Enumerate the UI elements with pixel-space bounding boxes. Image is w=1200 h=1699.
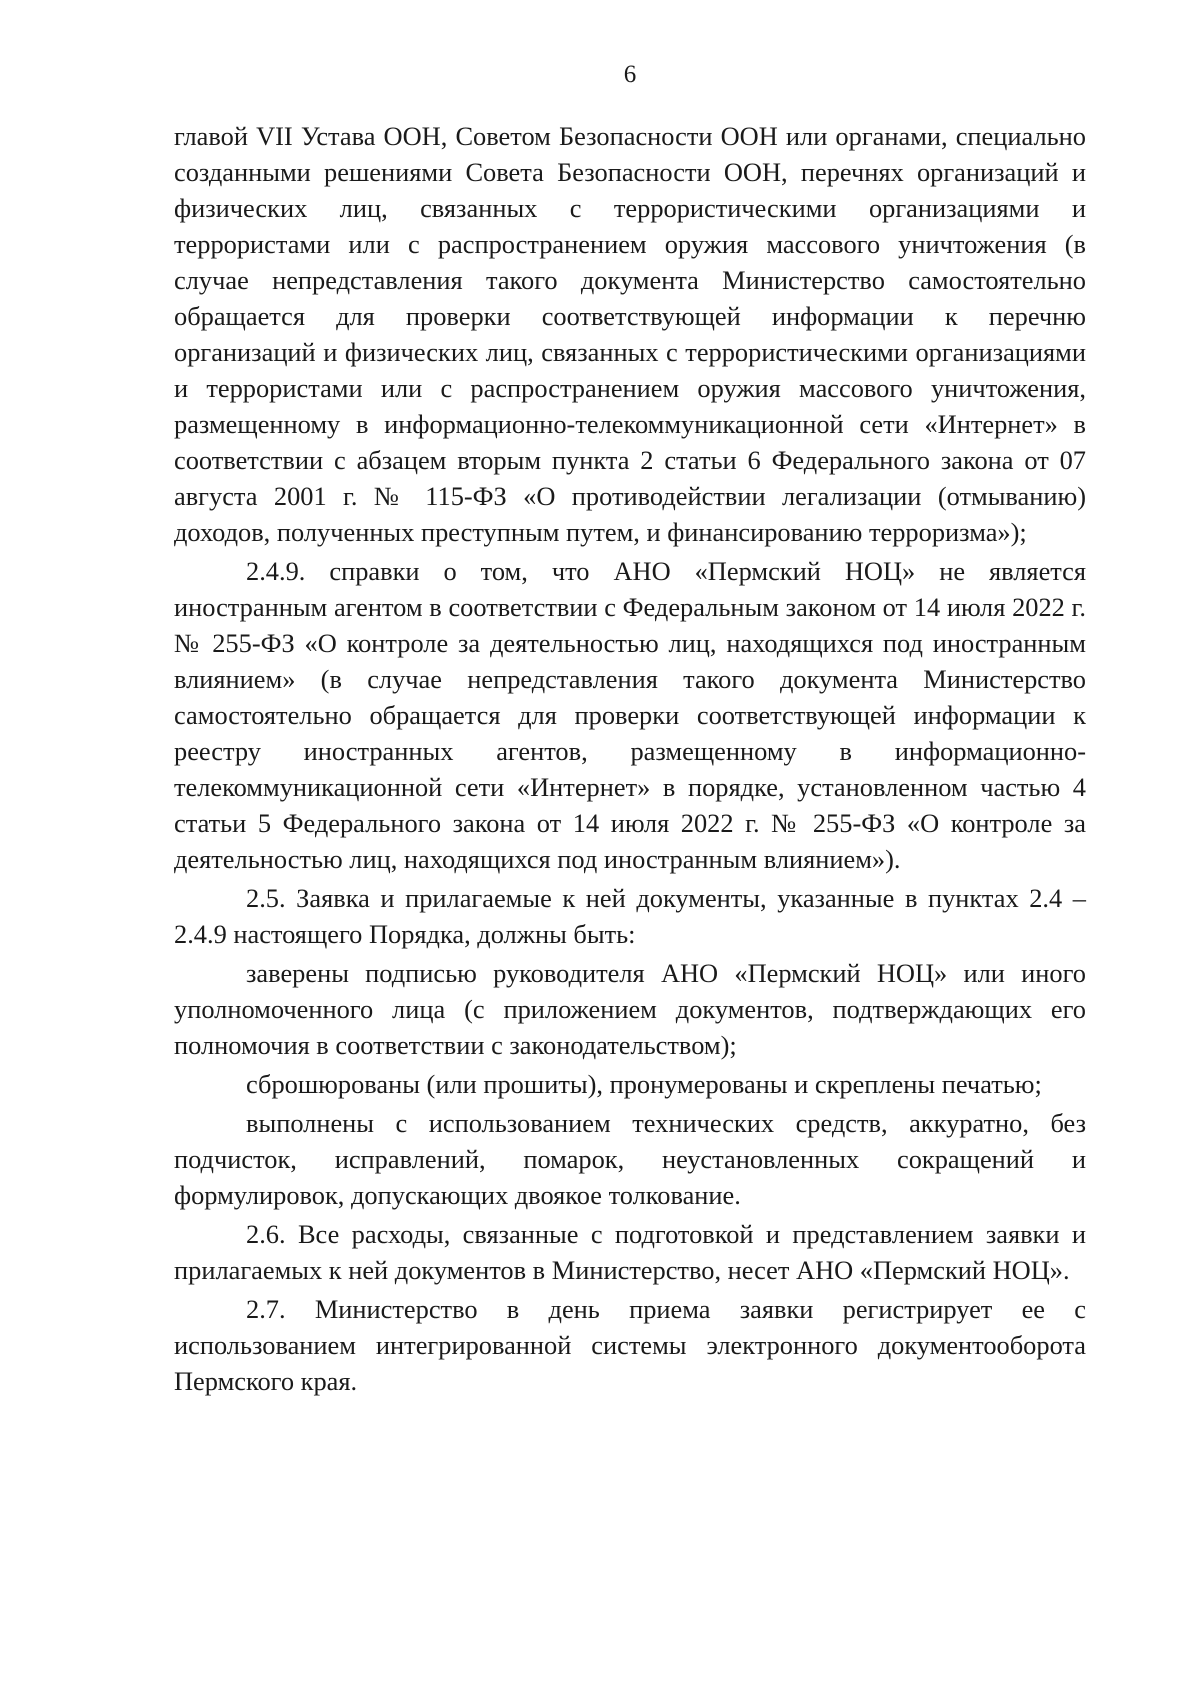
paragraph-2-7: 2.7. Министерство в день приема заявки регистрирует ее с использованием интегрированной системы электронного документооборота Пермского края. (174, 1294, 1086, 1396)
paragraph-2-5: 2.5. Заявка и прилагаемые к ней документы, указанные в пунктах 2.4 – 2.4.9 настоящего Порядка, должны быть: (174, 883, 1086, 949)
paragraph-continuation: главой VII Устава ООН, Советом Безопасности ООН или органами, специально созданными решениями Совета Безопасности ООН, перечнях организаций и физических лиц, связанных с террористическими организациями и террористами или с распространением оружия массового уничтожения (в случае непредставления такого документа Министерство самостоятельно обращается для проверки соответствующей информации к перечню организаций и физических лиц, связанных с террористическими организациями и террористами или с распространением оружия массового уничтожения, размещенному в информационно-телекоммуникационной сети «Интернет» в соответствии с абзацем вторым пункта 2 статьи 6 Федерального закона от 07 августа 2001 г. № 115-ФЗ «О противодействии легализации (отмыванию) доходов, полученных преступным путем, и финансированию терроризма»); (174, 121, 1086, 547)
paragraph-2-4-9: 2.4.9. справки о том, что АНО «Пермский НОЦ» не является иностранным агентом в соответствии с Федеральным законом от 14 июля 2022 г. № 255-ФЗ «О контроле за деятельностью лиц, находящихся под иностранным влиянием» (в случае непредставления такого документа Министерство самостоятельно обращается для проверки соответствующей информации к реестру иностранных агентов, размещенному в информационно-телекоммуникационной сети «Интернет» в порядке, установленном частью 4 статьи 5 Федерального закона от 14 июля 2022 г. № 255-ФЗ «О контроле за деятельностью лиц, находящихся под иностранным влиянием»). (174, 556, 1086, 874)
paragraph-requirement-signature: заверены подписью руководителя АНО «Пермский НОЦ» или иного уполномоченного лица (с приложением документов, подтверждающих его полномочия в соответствии с законодательством); (174, 958, 1086, 1060)
paragraph-requirement-technical: выполнены с использованием технических средств, аккуратно, без подчисток, исправлений, помарок, неустановленных сокращений и формулировок, допускающих двоякое толкование. (174, 1108, 1086, 1210)
document-body (174, 118, 1086, 1399)
paragraph-requirement-binding: сброшюрованы (или прошиты), пронумерованы и скреплены печатью; (246, 1069, 1042, 1099)
page-number: 6 (623, 61, 637, 88)
paragraph-2-6: 2.6. Все расходы, связанные с подготовкой и представлением заявки и прилагаемых к ней документов в Министерство, несет АНО «Пермский НОЦ». (174, 1219, 1086, 1285)
